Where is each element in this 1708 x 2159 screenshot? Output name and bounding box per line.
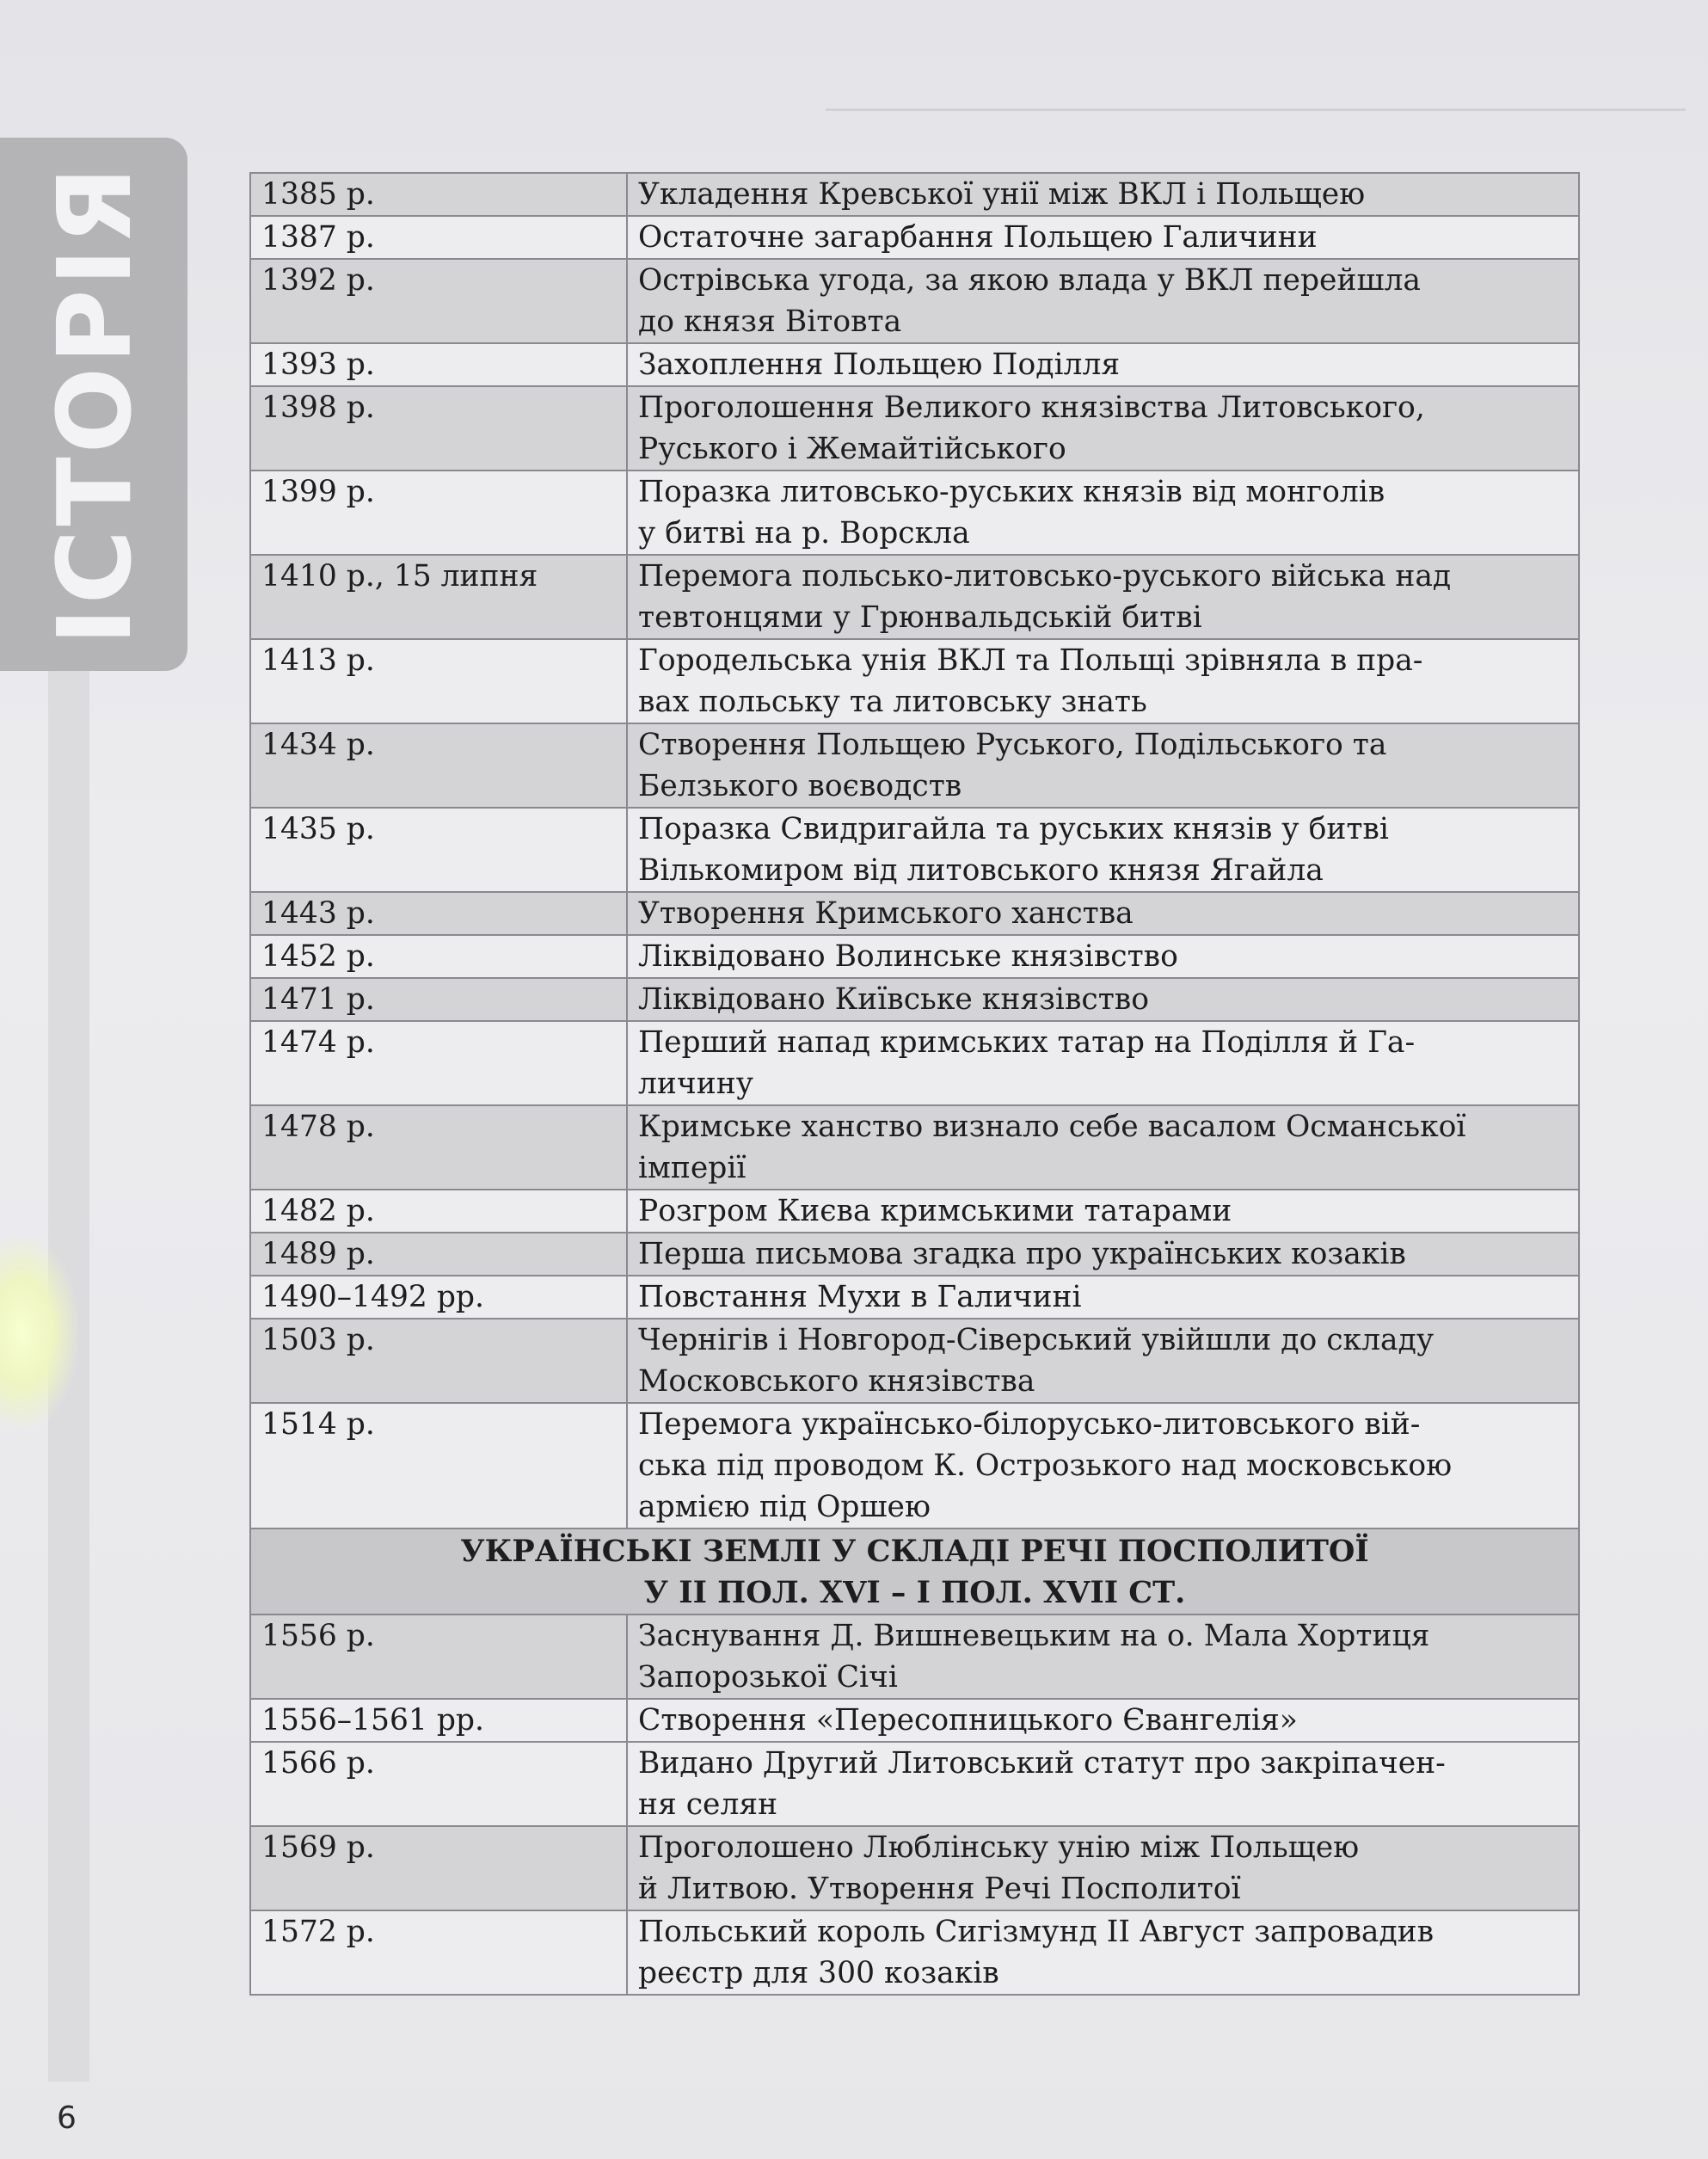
table-row [250, 1233, 1579, 1276]
row-date: 1478 р. [250, 1105, 627, 1190]
row-event [627, 1826, 1579, 1910]
row-event [627, 1615, 1579, 1699]
row-date: 1393 р. [250, 343, 627, 386]
event-line: Поразка Свидригайла та руських князів у битві [638, 812, 1389, 846]
row-event [627, 343, 1579, 386]
table-row [250, 1021, 1579, 1105]
row-date: 1392 р. [250, 259, 627, 343]
row-date: 1443 р. [250, 892, 627, 935]
row-date: 1410 р., 15 липня [250, 555, 627, 639]
event-line: личину [638, 1067, 754, 1101]
photo-glare [0, 1239, 77, 1428]
event-line: Вількомиром від литовського князя Ягайла [638, 853, 1324, 888]
section-heading [250, 1529, 1579, 1615]
event-line: Створення Польщею Руського, Подільського та [638, 728, 1387, 762]
event-line: Польський король Сигізмунд ІІ Август запровадив [638, 1915, 1435, 1949]
event-line: Запорозької Січі [638, 1660, 898, 1695]
row-event [627, 639, 1579, 723]
row-date: 1474 р. [250, 1021, 627, 1105]
event-line: до князя Вітовта [638, 304, 902, 339]
row-date: 1490–1492 рр. [250, 1276, 627, 1319]
table-row [250, 808, 1579, 892]
table-row [250, 259, 1579, 343]
event-line: Повстання Мухи в Галичині [638, 1280, 1082, 1314]
row-event [627, 1233, 1579, 1276]
row-event [627, 259, 1579, 343]
table-row [250, 1276, 1579, 1319]
table-row [250, 1826, 1579, 1910]
section-heading-line: У ІІ ПОЛ. XVI – І ПОЛ. XVII СТ. [643, 1575, 1186, 1610]
row-date: 1385 р. [250, 173, 627, 216]
table-row [250, 1615, 1579, 1699]
event-line: армією під Оршею [638, 1490, 931, 1524]
event-line: Остаточне загарбання Польщею Галичини [638, 220, 1318, 255]
row-event [627, 1910, 1579, 1995]
event-line: Поразка литовсько-руських князів від монголів [638, 475, 1385, 509]
event-line: ська під проводом К. Острозького над московською [638, 1449, 1453, 1483]
table-row [250, 386, 1579, 471]
row-date: 1387 р. [250, 216, 627, 259]
event-line: ня селян [638, 1787, 778, 1822]
event-line: Городельська унія ВКЛ та Польщі зрівняла в пра- [638, 643, 1423, 678]
event-line: Укладення Кревської унії між ВКЛ і Польщею [638, 177, 1366, 212]
row-date: 1434 р. [250, 723, 627, 808]
event-line: Белзького воєводств [638, 769, 962, 803]
event-line: реєстр для 300 козаків [638, 1956, 999, 1990]
event-line: Острівська угода, за якою влада у ВКЛ перейшла [638, 263, 1422, 298]
table-row [250, 978, 1579, 1021]
row-date: 1514 р. [250, 1403, 627, 1529]
event-line: Московського князівства [638, 1364, 1035, 1399]
row-event [627, 1699, 1579, 1742]
row-event [627, 892, 1579, 935]
row-event [627, 1742, 1579, 1826]
table-row [250, 1910, 1579, 1995]
table-row [250, 1190, 1579, 1233]
table-row [250, 1403, 1579, 1529]
row-date: 1556–1561 рр. [250, 1699, 627, 1742]
event-line: імперії [638, 1151, 746, 1185]
event-line: Розгром Києва кримськими татарами [638, 1194, 1232, 1228]
section-heading-row [250, 1529, 1579, 1615]
table-row [250, 639, 1579, 723]
table-row [250, 1319, 1579, 1403]
event-line: Перший напад кримських татар на Поділля й Га- [638, 1025, 1416, 1060]
row-event [627, 935, 1579, 978]
row-date: 1398 р. [250, 386, 627, 471]
row-event [627, 386, 1579, 471]
event-line: Ліквідовано Київське князівство [638, 982, 1149, 1017]
table-row [250, 343, 1579, 386]
row-event [627, 808, 1579, 892]
page-top-rule [826, 108, 1686, 111]
event-line: Проголошення Великого князівства Литовського, [638, 391, 1425, 425]
row-date: 1572 р. [250, 1910, 627, 1995]
table-row [250, 555, 1579, 639]
row-event [627, 216, 1579, 259]
section-heading-line: УКРАЇНСЬКІ ЗЕМЛІ У СКЛАДІ РЕЧІ ПОСПОЛИТОЇ [460, 1534, 1369, 1569]
side-tab-label: ІСТОРІЯ [35, 163, 154, 646]
table-row [250, 1699, 1579, 1742]
event-line: Захоплення Польщею Поділля [638, 348, 1121, 382]
row-event [627, 1403, 1579, 1529]
page-number: 6 [57, 2101, 77, 2136]
row-date: 1399 р. [250, 471, 627, 555]
event-line: Заснування Д. Вишневецьким на о. Мала Хортиця [638, 1619, 1430, 1653]
row-event [627, 978, 1579, 1021]
row-date: 1413 р. [250, 639, 627, 723]
table-row [250, 1105, 1579, 1190]
table-row [250, 471, 1579, 555]
event-line: Перша письмова згадка про українських козаків [638, 1237, 1406, 1271]
table-row [250, 173, 1579, 216]
row-date: 1556 р. [250, 1615, 627, 1699]
event-line: Ліквідовано Волинське князівство [638, 939, 1178, 974]
row-date: 1566 р. [250, 1742, 627, 1826]
row-event [627, 1105, 1579, 1190]
row-event [627, 1190, 1579, 1233]
event-line: Видано Другий Литовський статут про закріпачен- [638, 1746, 1446, 1781]
event-line: й Литвою. Утворення Речі Посполитої [638, 1872, 1241, 1906]
event-line: Руського і Жемайтійського [638, 432, 1066, 466]
table-row [250, 216, 1579, 259]
row-date: 1471 р. [250, 978, 627, 1021]
row-event [627, 723, 1579, 808]
table-row [250, 892, 1579, 935]
event-line: вах польську та литовську знать [638, 685, 1147, 719]
row-event [627, 471, 1579, 555]
event-line: Кримське ханство визнало себе васалом Османської [638, 1110, 1466, 1144]
event-line: Перемога українсько-білорусько-литовського вій- [638, 1407, 1421, 1442]
row-date: 1435 р. [250, 808, 627, 892]
event-line: Створення «Пересопницького Євангелія» [638, 1703, 1298, 1738]
event-line: у битві на р. Ворскла [638, 516, 970, 551]
table-row [250, 935, 1579, 978]
row-date: 1482 р. [250, 1190, 627, 1233]
row-event [627, 555, 1579, 639]
row-date: 1569 р. [250, 1826, 627, 1910]
row-event [627, 1276, 1579, 1319]
event-line: Проголошено Люблінську унію між Польщею [638, 1830, 1360, 1865]
row-event [627, 1319, 1579, 1403]
event-line: Перемога польсько-литовсько-руського війська над [638, 559, 1452, 594]
row-date: 1503 р. [250, 1319, 627, 1403]
row-date: 1452 р. [250, 935, 627, 978]
row-event [627, 173, 1579, 216]
event-line: тевтонцями у Грюнвальдській битві [638, 600, 1202, 635]
table-row [250, 723, 1579, 808]
chronology-table [249, 172, 1580, 1996]
row-event [627, 1021, 1579, 1105]
row-date: 1489 р. [250, 1233, 627, 1276]
event-line: Чернігів і Новгород-Сіверський увійшли до складу [638, 1323, 1435, 1357]
event-line: Утворення Кримського ханства [638, 896, 1134, 931]
table-row [250, 1742, 1579, 1826]
